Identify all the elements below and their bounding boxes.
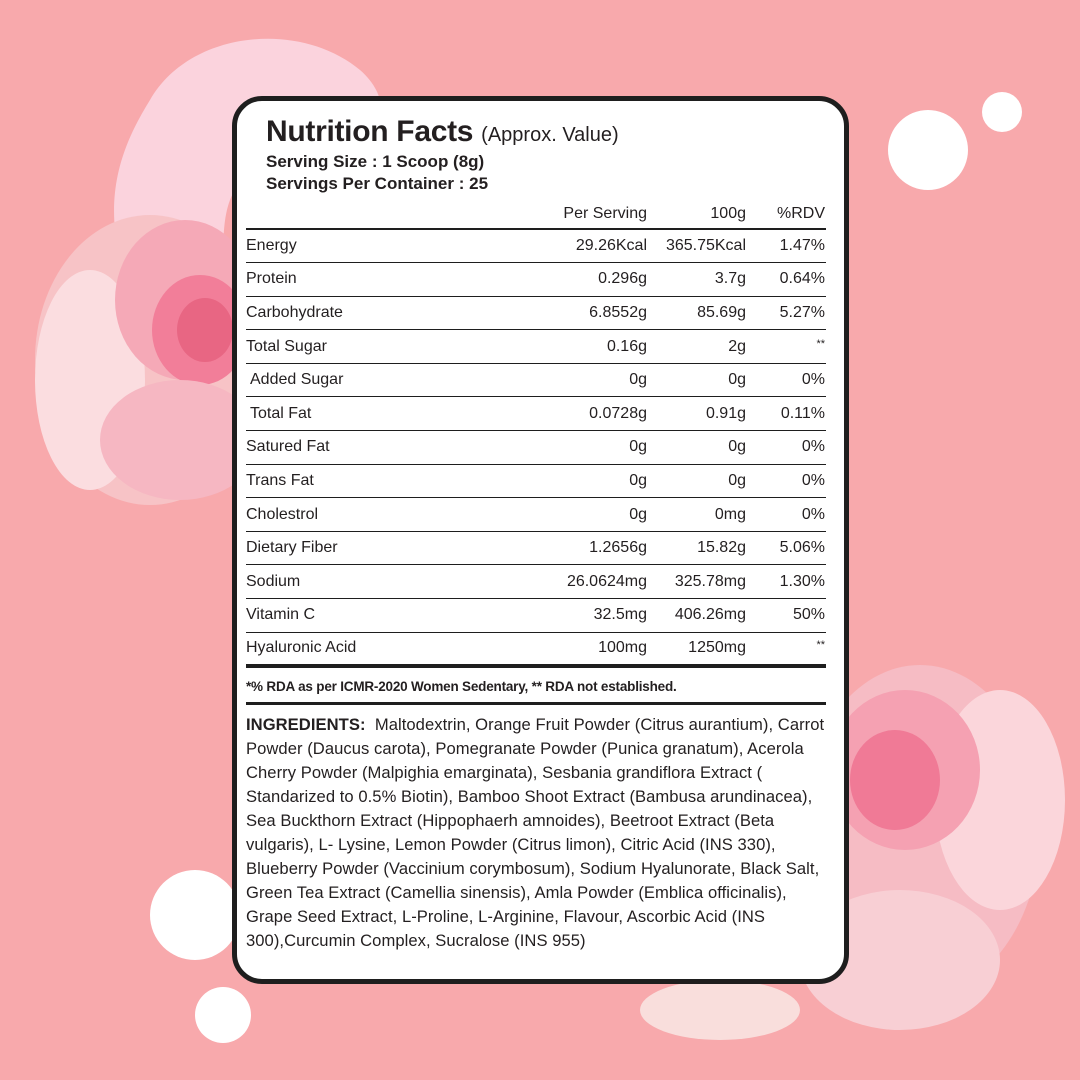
table-row [246,330,826,364]
rose-left-icon [35,215,265,505]
per-100g-value: 0mg [647,498,746,532]
rdv-value: ** [816,337,825,350]
white-dot-shape [150,870,240,960]
table-row [246,296,826,330]
table-row [246,363,826,397]
table-header-row [246,199,826,229]
per-serving-value: 32.5mg [516,599,647,633]
nutrient-name: Carbohydrate [246,296,516,330]
per-100g-value: 0g [647,464,746,498]
per-100g-value: 0.91g [647,397,746,431]
approx-value-note: (Approx. Value) [481,124,619,146]
table-row [246,464,826,498]
nutrient-name: Vitamin C [246,599,516,633]
nutrient-name: Trans Fat [246,464,516,498]
rdv-value: 1.47% [746,229,826,263]
table-row [246,431,826,465]
rdv-value: 50% [746,599,826,633]
table-row [246,565,826,599]
per-100g-value: 406.26mg [647,599,746,633]
per-serving-value: 0g [516,431,647,465]
white-dot-shape [982,92,1022,132]
per-serving-value: 0.16g [516,330,647,364]
rdv-value: 0% [746,431,826,465]
per-serving-value: 100mg [516,632,647,666]
nutrient-name: Total Sugar [246,330,516,364]
table-row [246,229,826,263]
rdv-value: 5.27% [746,296,826,330]
white-dot-shape [888,110,968,190]
per-serving-value: 1.2656g [516,531,647,565]
header-nutrient [246,199,516,229]
nutrient-name: Protein [246,263,516,297]
rdv-value: 0% [746,464,826,498]
per-100g-value: 325.78mg [647,565,746,599]
title-row [246,115,823,151]
rdv-value: 1.30% [746,565,826,599]
nutrition-facts-title: Nutrition Facts [266,115,474,148]
rda-footnote: *% RDA as per ICMR-2020 Women Sedentary, ** RDA not established. [246,668,826,705]
nutrient-name: Hyaluronic Acid [246,632,516,666]
per-serving-value: 0g [516,498,647,532]
header-100g: 100g [647,199,746,229]
table-row [246,397,826,431]
servings-per-container: Servings Per Container : 25 [266,174,489,193]
serving-size: Serving Size : 1 Scoop (8g) [266,152,485,171]
table-row [246,263,826,297]
nutrient-name: Added Sugar [246,363,516,397]
table-row [246,498,826,532]
per-100g-value: 2g [647,330,746,364]
table-row [246,599,826,633]
per-serving-value: 0g [516,464,647,498]
nutrient-name: Total Fat [246,397,516,431]
white-dot-shape [195,987,251,1043]
rdv-value: 0.11% [746,397,826,431]
nutrition-table [246,199,826,668]
per-serving-value: 6.8552g [516,296,647,330]
per-serving-value: 0.0728g [516,397,647,431]
rdv-value: 5.06% [746,531,826,565]
per-serving-value: 0g [516,363,647,397]
nutrient-name: Sodium [246,565,516,599]
ingredients-section [246,713,836,953]
nutrient-name: Energy [246,229,516,263]
table-row [246,632,826,666]
rdv-value: 0% [746,498,826,532]
ingredients-label: INGREDIENTS: [246,714,366,734]
nutrition-label-card [232,96,849,984]
nutrient-name: Dietary Fiber [246,531,516,565]
nutrient-name: Satured Fat [246,431,516,465]
per-100g-value: 15.82g [647,531,746,565]
per-100g-value: 3.7g [647,263,746,297]
header-rdv: %RDV [746,199,826,229]
rdv-value: 0.64% [746,263,826,297]
nutrient-name: Cholestrol [246,498,516,532]
per-100g-value: 1250mg [647,632,746,666]
per-serving-value: 29.26Kcal [516,229,647,263]
per-100g-value: 85.69g [647,296,746,330]
rdv-value: 0% [746,363,826,397]
per-100g-value: 0g [647,363,746,397]
ingredients-text: Maltodextrin, Orange Fruit Powder (Citrus aurantium), Carrot Powder (Daucus carota), Pomegranate Powder (Punica granatum), Acerola Cherry Powder (Malpighia emarginata), Sesbania grandiflora Extract ( Standarized to 0.5% Biotin), Bamboo Shoot Extract (Bambusa arundinacea), Sea Buckthorn Extract (Hippophaerh amnoides), Beetroot Extract (Beta vulgaris), L- Lysine, Lemon Powder (Citrus limon), Citric Acid (INS 330), Blueberry Powder (Vaccinium corymbosum), Sodium Hyalunorate, Black Salt, Green Tea Extract (Camellia sinensis), Amla Powder (Emblica officinalis), Grape Seed Extract, L-Proline, L-Arginine, Flavour, Ascorbic Acid (INS 300),Curcumin Complex, Sucralose (INS 955) [246,714,825,950]
per-100g-value: 365.75Kcal [647,229,746,263]
per-serving-value: 0.296g [516,263,647,297]
header-per-serving: Per Serving [516,199,647,229]
per-serving-value: 26.0624mg [516,565,647,599]
table-row [246,531,826,565]
rdv-value: ** [816,639,825,652]
per-100g-value: 0g [647,431,746,465]
